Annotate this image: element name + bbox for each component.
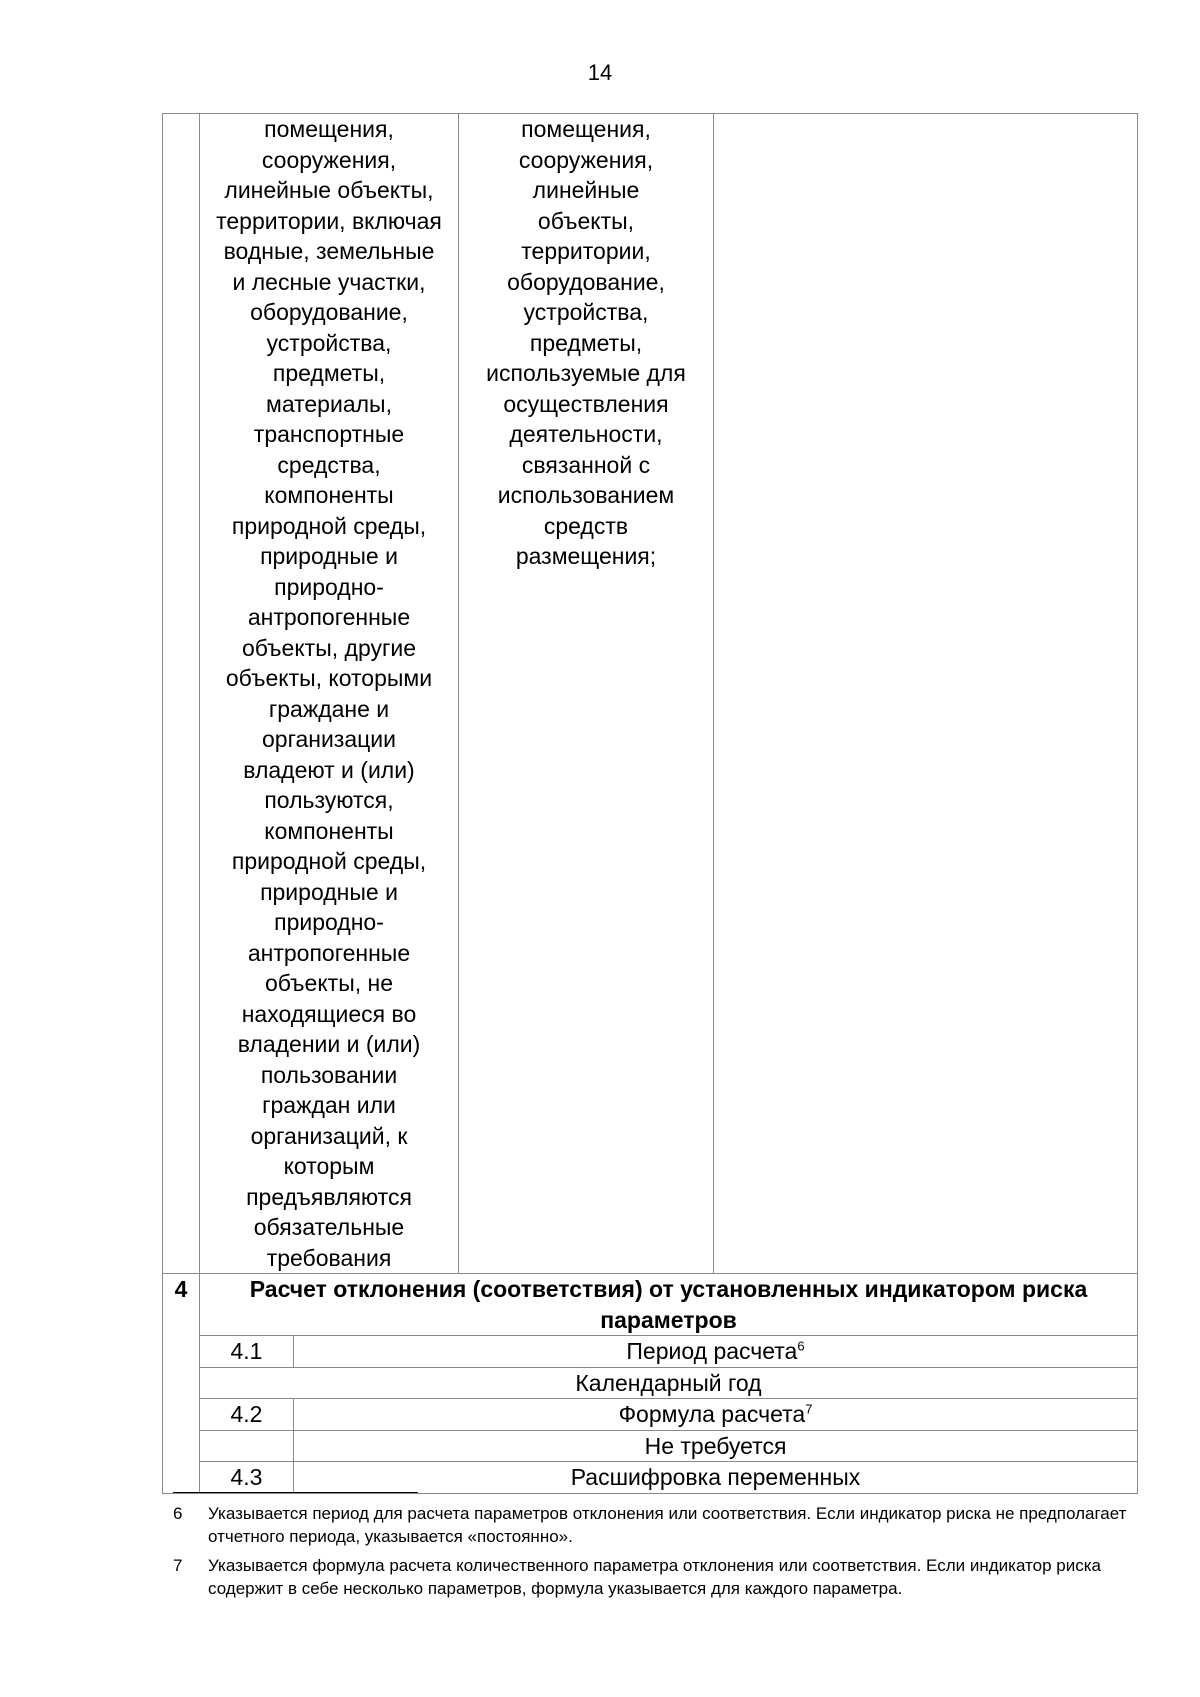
footnotes — [173, 1502, 1148, 1606]
table-row-objects — [163, 114, 1138, 1274]
footnote-separator — [173, 1492, 418, 1493]
section-number: 4 — [163, 1274, 200, 1494]
control-objects-cell — [200, 114, 459, 1274]
section-title-row — [163, 1274, 1138, 1336]
footnote-number: 6 — [173, 1504, 183, 1523]
footnote-text: Указывается период для расчета параметров отклонения или соответствия. Если индикатор риска не предполагает отчетного периода, указывается «постоянно». — [208, 1504, 1127, 1546]
formula-label: Формула расчета — [618, 1401, 806, 1427]
indicator-table — [162, 113, 1138, 1494]
period-label: Период расчета — [626, 1338, 798, 1364]
footnote-ref-6: 6 — [797, 1338, 805, 1354]
table-row-period-value — [163, 1367, 1138, 1399]
page-number: 14 — [587, 60, 613, 85]
footnote-7 — [173, 1554, 1148, 1600]
footnote-text: Указывается формула расчета количественного параметра отклонения или соответствия. Если индикатор риска содержит в себе несколько параметров, формула указывается для каждого параметра. — [208, 1556, 1101, 1598]
footnote-number: 7 — [173, 1556, 183, 1575]
empty-cell — [714, 114, 1138, 1274]
section-title: Расчет отклонения (соответствия) от установленных индикатором риска параметров — [200, 1274, 1138, 1336]
table-row-4-3 — [163, 1462, 1138, 1494]
table-row-4-2 — [163, 1399, 1138, 1431]
row-label-4-2 — [294, 1399, 1138, 1431]
row-number-4-2: 4.2 — [200, 1399, 294, 1431]
footnote-ref-7: 7 — [805, 1401, 813, 1417]
period-value: Календарный год — [200, 1367, 1138, 1399]
row-label-4-1 — [294, 1336, 1138, 1368]
control-objects-short-text: помещения, сооружения, линейные объекты, территории, оборудование, устройства, предметы, используемые для осуществления деятельности, связанной с использованием средств размещения; — [486, 116, 686, 569]
footnote-6 — [173, 1502, 1148, 1548]
table-row-4-1 — [163, 1336, 1138, 1368]
row-number-empty — [200, 1430, 294, 1462]
variables-label: Расшифровка переменных — [294, 1462, 1138, 1494]
row-number-4-1: 4.1 — [200, 1336, 294, 1368]
row-number-cell-empty — [163, 114, 200, 1274]
formula-value: Не требуется — [294, 1430, 1138, 1462]
row-number-4-3: 4.3 — [200, 1462, 294, 1494]
table-row-formula-value — [163, 1430, 1138, 1462]
control-objects-short-cell — [459, 114, 714, 1274]
control-objects-text: помещения, сооружения, линейные объекты, территории, включая водные, земельные и лесные участки, оборудование, устройства, предметы, материалы, транспортные средства, компоненты природной среды, природные и природно- антропогенные объекты, другие объекты, которыми граждане и организации владеют и (или) пользуются, компоненты природной среды, природные и природно- антропогенные объекты, не находящиеся во владении и (или) пользовании граждан или организаций, к которым предъявляются обязательные требования — [216, 116, 442, 1271]
